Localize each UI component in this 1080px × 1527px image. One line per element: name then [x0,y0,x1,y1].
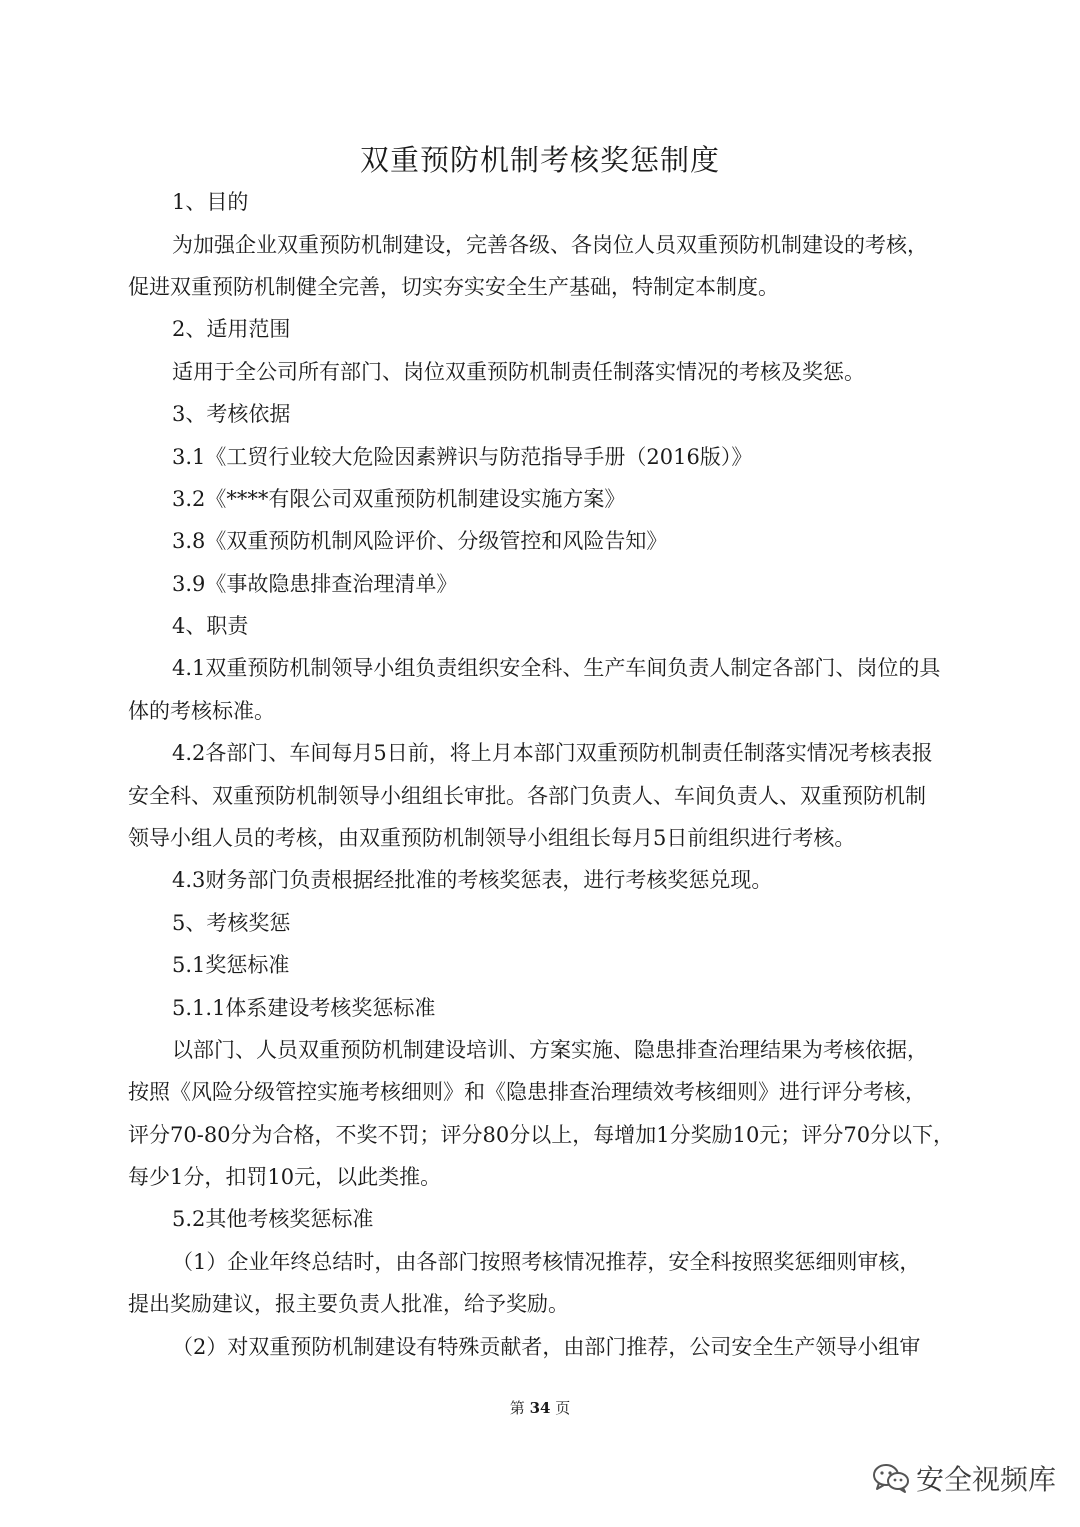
section-heading: 4、职责 [172,614,249,638]
subsection-heading: 5.2其他考核奖惩标准 [172,1207,374,1231]
paragraph-line: 每少1分，扣罚10元，以此类推。 [128,1165,442,1189]
paragraph-line: 4.3财务部门负责根据经批准的考核奖惩表，进行考核奖惩兑现。 [172,868,773,892]
page-label-suffix: 页 [555,1399,571,1417]
paragraph-line: 4.1双重预防机制领导小组负责组织安全科、生产车间负责人制定各部门、岗位的具 [172,656,941,680]
paragraph-line: 促进双重预防机制健全完善，切实夯实安全生产基础，特制定本制度。 [128,275,779,299]
page-number: 34 [529,1399,551,1417]
watermark-text: 安全视频库 [916,1463,1057,1496]
paragraph-line: （2）对双重预防机制建设有特殊贡献者，由部门推荐，公司安全生产领导小组审 [172,1335,921,1359]
subsection-heading: 5.1.1体系建设考核奖惩标准 [172,996,436,1020]
paragraph-line: 适用于全公司所有部门、岗位双重预防机制责任制落实情况的考核及奖惩。 [172,360,865,384]
paragraph-line: 安全科、双重预防机制领导小组组长审批。各部门负责人、车间负责人、双重预防机制 [128,784,926,808]
section-heading: 2、适用范围 [172,317,291,341]
paragraph-line: 领导小组人员的考核，由双重预防机制领导小组组长每月5日前组织进行考核。 [128,826,856,850]
paragraph-line: 以部门、人员双重预防机制建设培训、方案实施、隐患排查治理结果为考核依据， [172,1038,928,1062]
section-heading: 5、考核奖惩 [172,911,291,935]
paragraph-line: （1）企业年终总结时，由各部门按照考核情况推荐，安全科按照奖惩细则审核， [172,1250,921,1274]
reference-item: 3.8《双重预防机制风险评价、分级管控和风险告知》 [172,529,668,553]
watermark [872,1456,1056,1500]
paragraph-line: 4.2各部门、车间每月5日前，将上月本部门双重预防机制责任制落实情况考核表报 [172,741,933,765]
section-heading: 1、目的 [172,190,249,214]
paragraph-line: 为加强企业双重预防机制建设，完善各级、各岗位人员双重预防机制建设的考核， [172,233,928,257]
paragraph-line: 体的考核标准。 [128,699,275,723]
wechat-icon [872,1462,910,1494]
reference-item: 3.2《****有限公司双重预防机制建设实施方案》 [172,487,626,511]
paragraph-line: 按照《风险分级管控实施考核细则》和《隐患排查治理绩效考核细则》进行评分考核， [128,1080,926,1104]
page-footer [0,1397,1080,1419]
subsection-heading: 5.1奖惩标准 [172,953,290,977]
section-heading: 3、考核依据 [172,402,291,426]
document-title: 双重预防机制考核奖惩制度 [359,143,720,177]
reference-item: 3.1《工贸行业较大危险因素辨识与防范指导手册（2016版）》 [172,445,753,469]
paragraph-line: 评分70-80分为合格，不奖不罚；评分80分以上，每增加1分奖励10元；评分70分以下， [128,1123,955,1147]
paragraph-line: 提出奖励建议，报主要负责人批准，给予奖励。 [128,1292,569,1316]
page-label-prefix: 第 [509,1399,525,1417]
reference-item: 3.9《事故隐患排查治理清单》 [172,572,458,596]
